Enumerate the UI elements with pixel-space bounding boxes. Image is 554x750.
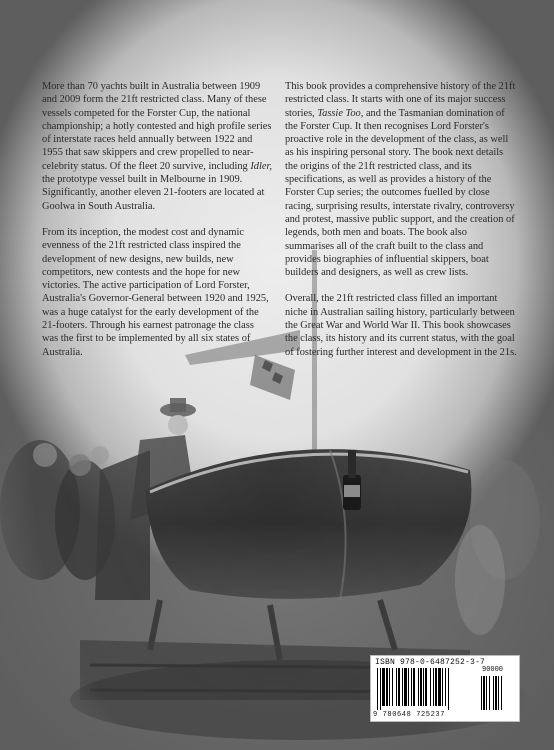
barcode-bar: [382, 668, 385, 706]
barcode-bar: [423, 668, 424, 706]
addon-bar: [489, 676, 490, 710]
blurb-paragraph: From its inception, the modest cost and dynamic evenness of the 21ft restricted class inspired the development of new designs, new builds, new competitors, new contests and the hope for new victories. The active participation of Lord Forster, Australia's Governor-General between 1920 and 1925, was a huge catalyst for the early development of the 21-footers. Through his earnest patronage the class was the first to be implemented by all six states of Australia.: [42, 226, 269, 358]
barcode-bar: [402, 668, 403, 706]
barcode-bar: [392, 668, 393, 706]
isbn-label: ISBN 978-0-6487252-3-7: [375, 658, 486, 667]
blurb-left-column: [42, 80, 272, 372]
blurb-text: the prototype vessel built in Melbourne in 1909. Significantly, another eleven 21-footers are located at Goolwa in South Australia.: [42, 174, 265, 212]
barcode-bar: [389, 668, 390, 706]
blurb-text: This book provides a comprehensive history of the 21ft restricted class. It starts with one of its major success stories,: [285, 81, 516, 119]
barcode-bar: [435, 668, 437, 706]
isbn-barcode: [370, 655, 520, 722]
barcode-bar: [408, 668, 409, 706]
addon-bar: [486, 676, 487, 710]
barcode-bar: [380, 668, 381, 710]
vessel-name-italic: Idler,: [250, 160, 272, 172]
barcode-bar: [442, 668, 443, 706]
blurb-text: More than 70 yachts built in Australia between 1909 and 2009 form the 21ft restricted class. Many of these vessels competed for the Forster Cup, the national championship; a hotly contested and high profile series of interstate races held annually between 1922 and 1955 that saw skippers and crew propelled to near-celebrity status. Of the fleet 20 survive, including: [42, 81, 272, 172]
ean-digits: 9 780648 725237: [373, 711, 446, 719]
blurb-text: and the Tasmanian domination of the Forster Cup. It then recognises Lord Forster's proactive role in the development of the class, as well as his inspiring personal story. The book next details the origins of the 21ft restricted class, and its specifications, as well as provides a history of the Forster Cup series; the outcomes fuelled by close racing, surprising results, interstate rivalry, controversy and protest, massive public support, and the creation of legends, both men and boats. The book also summarises all of the craft built to the class and provides biographies of influential skippers, boat builders and designers, as well as crew lists.: [285, 107, 515, 279]
barcode-bar: [425, 668, 427, 706]
barcode-bar: [445, 668, 446, 706]
barcode-bar: [396, 668, 397, 706]
barcode-bar: [420, 668, 422, 706]
barcode-bar: [438, 668, 441, 706]
barcode-bars: [375, 668, 515, 710]
addon-bar: [498, 676, 499, 710]
addon-bar: [495, 676, 497, 710]
barcode-bar: [377, 668, 378, 710]
barcode-bar: [448, 668, 449, 710]
addon-bar: [481, 676, 482, 710]
barcode-bar: [386, 668, 388, 706]
vessel-name-italic: Tassie Too,: [317, 107, 364, 119]
blurb-right-column: [285, 80, 517, 372]
barcode-bar: [413, 668, 415, 706]
barcode-bar: [433, 668, 434, 706]
blurb-paragraph: Overall, the 21ft restricted class filled an important niche in Australian sailing history, particularly between the Great War and World War II. This book showcases the class, its history and its current status, with the goal of fostering further interest and development in the 21s.: [285, 293, 517, 358]
barcode-bar: [404, 668, 407, 706]
price-addon: 90000: [482, 666, 504, 674]
blurb-paragraph: [42, 80, 272, 213]
addon-bar: [493, 676, 494, 710]
barcode-bar: [418, 668, 419, 706]
blurb-paragraph: [285, 80, 517, 279]
barcode-bar: [398, 668, 400, 706]
barcode-bar: [411, 668, 412, 706]
addon-bar: [483, 676, 485, 710]
barcode-bar: [430, 668, 431, 706]
addon-bar: [501, 676, 502, 710]
